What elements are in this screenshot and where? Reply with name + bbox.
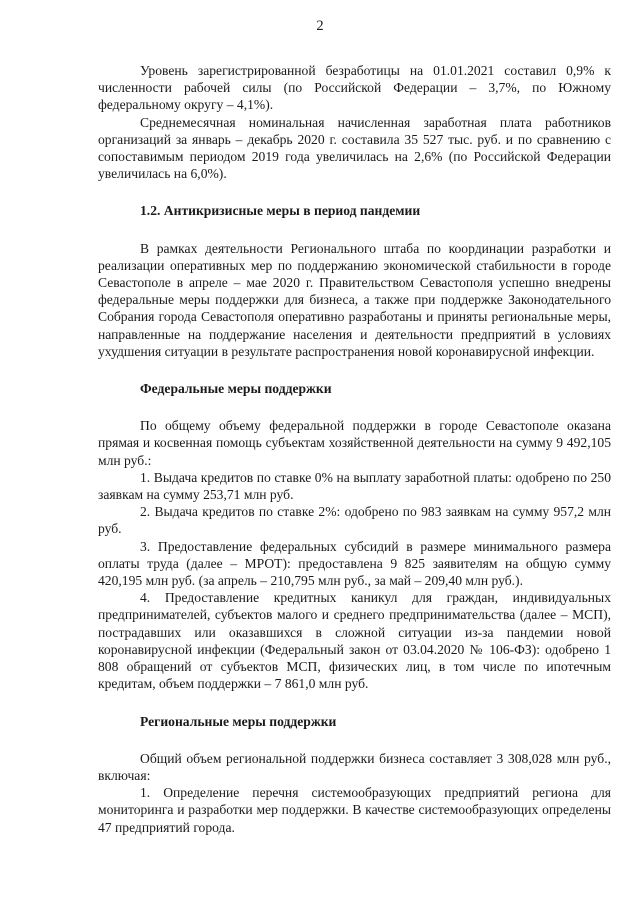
list-item-federal-4: 4. Предоставление кредитных каникул для граждан, индивидуальных предпринимателей, субъектов малого и среднего предпринимательства (далее – МСП), пострадавших или оказавшихся в сложной ситуации из-за пандемии новой коронавирусной инфекции (Федеральный закон от 03.04.2020 № 106-ФЗ): одобрено 1 808 обращений от субъектов МСП, физических лиц, в том числе по ипотечным кредитам, объем поддержки – 7 861,0 млн руб.: [98, 590, 611, 692]
paragraph-anticrisis-intro: В рамках деятельности Регионального штаба по координации разработки и реализации оперативных мер по поддержанию экономической стабильности в городе Севастополе в апреле – мае 2020 г. Правительством Севастополя успешно внедрены федеральные меры поддержки для бизнеса, а также при поддержке Законодательного Собрания города Севастополя оперативно разработаны и приняты региональные меры, направленные на поддержание населения и деятельности предприятий в условиях ухудшения ситуации в результате распространения новой коронавирусной инфекции.: [98, 240, 611, 359]
list-item-federal-1: 1. Выдача кредитов по ставке 0% на выплату заработной платы: одобрено по 250 заявкам на сумму 253,71 млн руб.: [98, 469, 611, 503]
subheading-regional-measures: Региональные меры поддержки: [140, 713, 337, 729]
paragraph-unemployment: Уровень зарегистрированной безработицы на 01.01.2021 составил 0,9% к численности рабочей силы (по Российской Федерации – 3,7%, по Южному федеральному округу – 4,1%).: [98, 63, 611, 113]
paragraph-regional-intro: Общий объем региональной поддержки бизнеса составляет 3 308,028 млн руб., включая:: [98, 750, 611, 783]
list-item-federal-2: 2. Выдача кредитов по ставке 2%: одобрено по 983 заявкам на сумму 957,2 млн руб.: [98, 504, 611, 537]
section-heading-anticrisis: 1.2. Антикризисные меры в период пандемии: [140, 203, 421, 219]
subheading-federal-measures: Федеральные меры поддержки: [140, 381, 332, 397]
paragraph-federal-intro: По общему объему федеральной поддержки в городе Севастополе оказана прямая и косвенная помощь субъектам хозяйственной деятельности на сумму 9 492,105 млн руб.:: [98, 418, 611, 468]
paragraph-salary: Среднемесячная номинальная начисленная заработная плата работников организаций за январь – декабрь 2020 г. составила 35 527 тыс. руб. и по сравнению с сопоставимым периодом 2019 года увеличилась на 2,6% (по Российской Федерации увеличилась на 6,0%).: [98, 114, 611, 182]
page-content: [98, 62, 611, 836]
list-item-federal-3: 3. Предоставление федеральных субсидий в размере минимального размера оплаты труда (далее – МРОТ): предоставлена 9 825 заявителям на общую сумму 420,195 млн руб. (за апрель – 210,795 млн руб., за май – 209,40 млн руб.).: [98, 538, 611, 589]
list-item-regional-1: 1. Определение перечня системообразующих предприятий региона для мониторинга и разработки мер поддержки. В качестве системообразующих определены 47 предприятий города.: [98, 785, 611, 835]
page-number: 2: [316, 18, 324, 34]
